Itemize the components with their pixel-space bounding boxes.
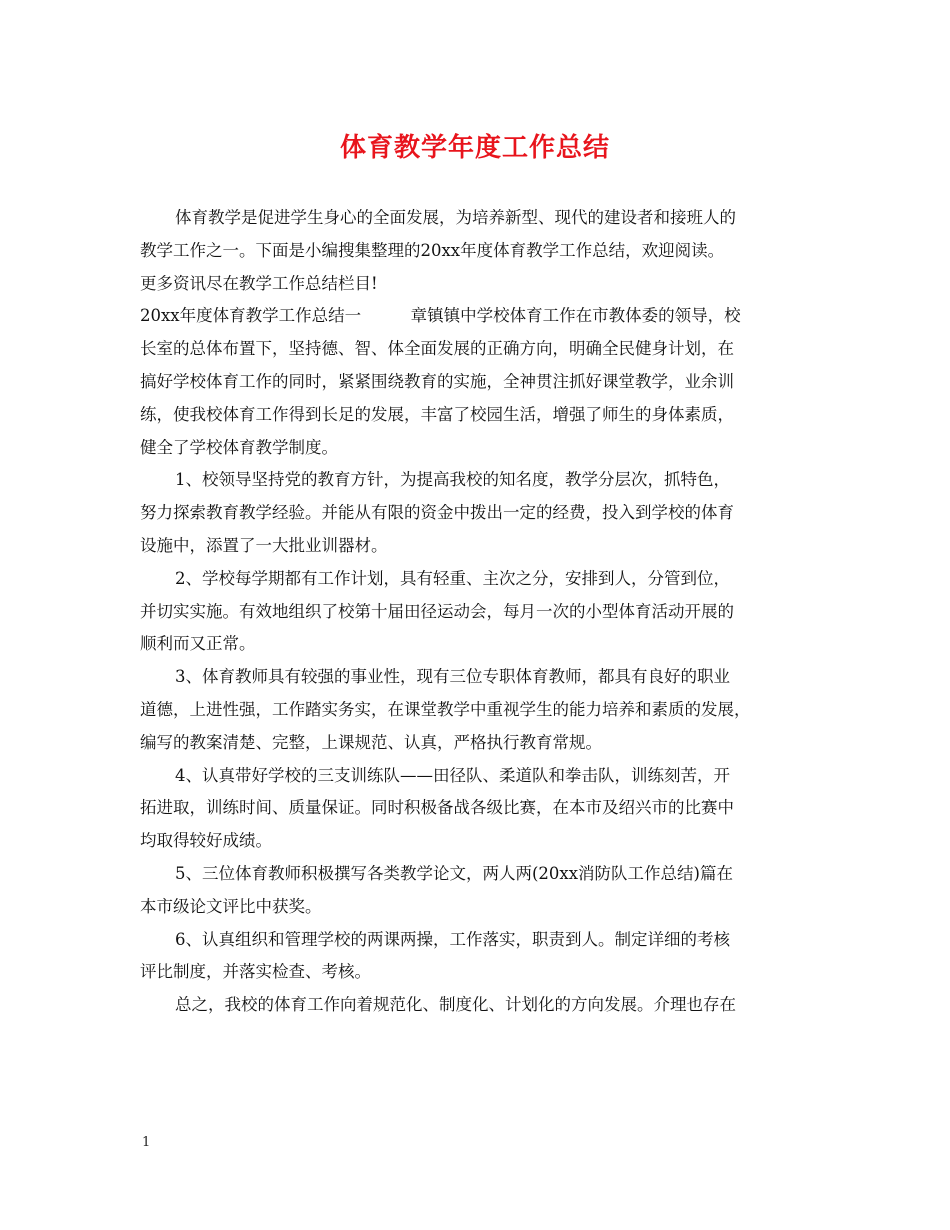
- paragraph-line: 设施中，添置了一大批业训器材。: [140, 535, 388, 555]
- paragraph-line: 2、学校每学期都有工作计划，具有轻重、主次之分，安排到人，分管到位，: [175, 568, 730, 588]
- paragraph-line: 道德，上进性强，工作踏实务实，在课堂教学中重视学生的能力培养和素质的发展，: [140, 699, 751, 719]
- paragraph-line: 本市级论文评比中获奖。: [140, 896, 322, 916]
- paragraph-line: 3、体育教师具有较强的事业性，现有三位专职体育教师，都具有良好的职业: [175, 667, 730, 687]
- paragraph-line: 评比制度，并落实检查、考核。: [140, 962, 371, 982]
- paragraph-line: 编写的教案清楚、完整，上课规范、认真，严格执行教育常规。: [140, 732, 602, 752]
- paragraph-line: 4、认真带好学校的三支训练队——田径队、柔道队和拳击队，训练刻苦，开: [175, 765, 730, 785]
- paragraph: [140, 924, 830, 990]
- paragraph-line: 努力探索教育教学经验。并能从有限的资金中拨出一定的经费，投入到学校的体育: [140, 503, 734, 523]
- paragraph-line: 教学工作之一。下面是小编搜集整理的20xx年度体育教学工作总结，欢迎阅读。: [140, 240, 725, 260]
- paragraph-line: 健全了学校体育教学制度。: [140, 437, 338, 457]
- paragraph-line: 体育教学是促进学生身心的全面发展，为培养新型、现代的建设者和接班人的: [175, 208, 736, 227]
- paragraph: [140, 300, 830, 464]
- paragraph-line: 长室的总体布置下，坚持德、智、体全面发展的正确方向，明确全民健身计划，在: [140, 339, 734, 359]
- paragraph: [140, 464, 830, 562]
- paragraph: [140, 989, 830, 1022]
- paragraph-line: 拓进取，训练时间、质量保证。同时积极备战各级比赛，在本市及绍兴市的比赛中: [140, 798, 734, 818]
- document-title: 体育教学年度工作总结: [339, 133, 610, 163]
- paragraph-line: 5、三位体育教师积极撰写各类教学论文，两人两(20xx消防队工作总结)篇在: [175, 863, 733, 883]
- paragraph: [140, 858, 830, 924]
- paragraph-line: 搞好学校体育工作的同时，紧紧围绕教育的实施，全神贯注抓好课堂教学，业余训: [140, 371, 734, 391]
- paragraph-line: 练，使我校体育工作得到长足的发展，丰富了校园生活，增强了师生的身体素质，: [140, 404, 734, 424]
- paragraph-line: 总之，我校的体育工作向着规范化、制度化、计划化的方向发展。介理也存在: [175, 995, 736, 1015]
- paragraph-line: 并切实实施。有效地组织了校第十届田径运动会，每月一次的小型体育活动开展的: [140, 601, 734, 621]
- paragraph-line: 6、认真组织和管理学校的两课两操，工作落实，职责到人。制定详细的考核: [175, 929, 730, 949]
- paragraph: [140, 661, 830, 759]
- paragraph-line: 1、校领导坚持党的教育方针，为提高我校的知名度，教学分层次，抓特色，: [175, 470, 730, 490]
- paragraph-line: 顺利而又正常。: [140, 634, 256, 654]
- document-body: [140, 202, 830, 1022]
- paragraph-line: 20xx年度体育教学工作总结一 章镇镇中学校体育工作在市教体委的领导，校: [140, 306, 741, 326]
- paragraph-line: 更多资讯尽在教学工作总结栏目!: [140, 273, 378, 293]
- paragraph: [140, 760, 830, 858]
- paragraph: [140, 202, 830, 300]
- page-number: 1: [142, 1135, 151, 1150]
- paragraph-line: 均取得较好成绩。: [140, 831, 272, 851]
- paragraph: [140, 563, 830, 661]
